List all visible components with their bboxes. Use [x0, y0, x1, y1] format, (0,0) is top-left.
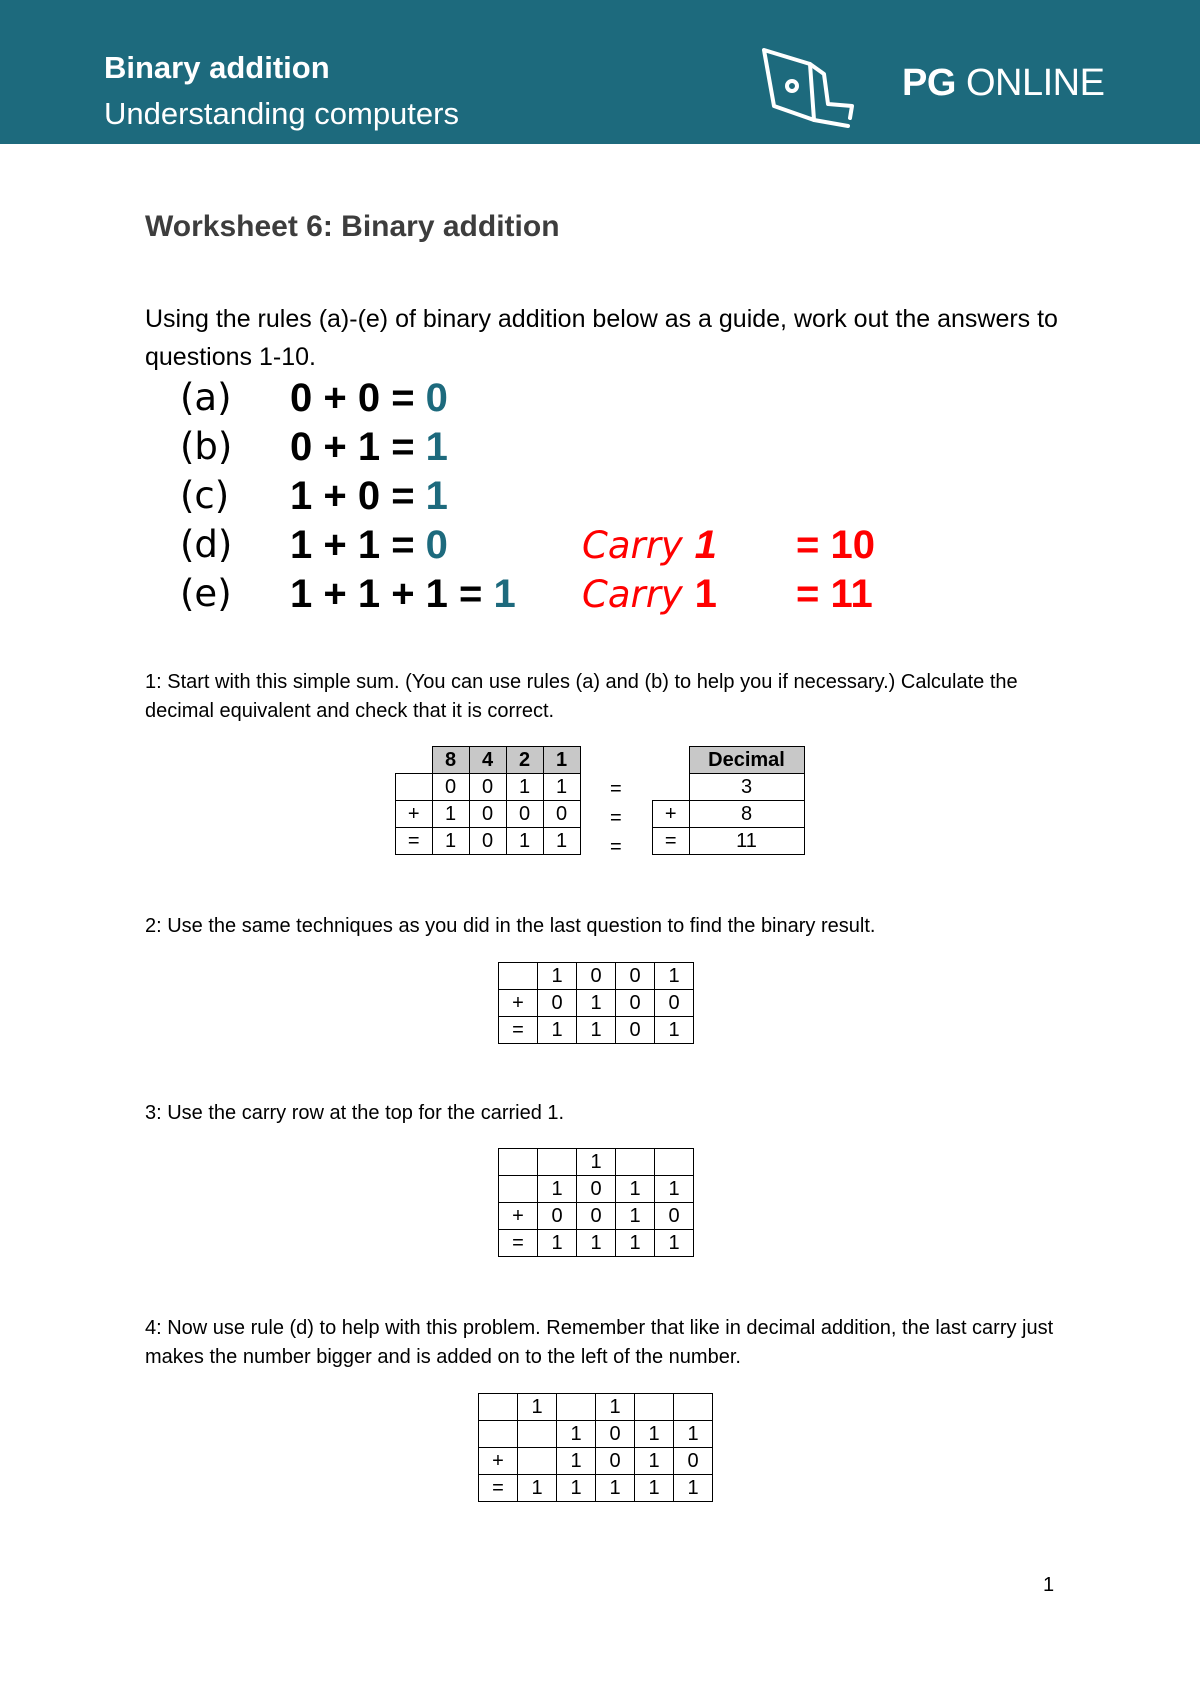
- table-row: [653, 774, 805, 801]
- table-cell: [499, 1176, 538, 1203]
- table-cell: 0: [469, 801, 506, 828]
- question-2: 2: Use the same techniques as you did in the last question to find the binary result.: [145, 915, 876, 937]
- table-cell: 1: [557, 1475, 596, 1502]
- table-cell: 0: [538, 990, 577, 1017]
- table-cell: 1: [674, 1475, 713, 1502]
- table-cell: =: [499, 1230, 538, 1257]
- table-cell: 1: [506, 828, 543, 855]
- table-cell: 1: [635, 1475, 674, 1502]
- table-cell: =: [479, 1475, 518, 1502]
- table-cell: 0: [577, 1176, 616, 1203]
- table-cell: [557, 1394, 596, 1421]
- table-cell: 1: [538, 1176, 577, 1203]
- worksheet-title: Worksheet 6: Binary addition: [145, 210, 560, 243]
- table-row: [396, 801, 581, 828]
- table-cell: [479, 1394, 518, 1421]
- table-cell: 1: [543, 747, 580, 774]
- table-cell: 1: [616, 1203, 655, 1230]
- table-cell: 1: [616, 1230, 655, 1257]
- question-3: 3: Use the carry row at the top for the carried 1.: [145, 1102, 565, 1124]
- table-cell: 1: [577, 1230, 616, 1257]
- table-cell: 1: [655, 1017, 694, 1044]
- table-cell: 1: [538, 963, 577, 990]
- table-row: [396, 774, 581, 801]
- table-cell: [479, 1421, 518, 1448]
- table-row: [499, 990, 694, 1017]
- table-cell: 1: [538, 1230, 577, 1257]
- table-cell: 0: [674, 1448, 713, 1475]
- table-cell: +: [499, 1203, 538, 1230]
- table-cell: 0: [538, 1203, 577, 1230]
- table-row: [499, 1203, 694, 1230]
- equals-sign: =: [610, 807, 622, 829]
- table-cell: 1: [655, 1176, 694, 1203]
- table-cell: 8: [432, 747, 469, 774]
- table-cell: [674, 1394, 713, 1421]
- intro-text: Using the rules (a)-(e) of binary addition below as a guide, work out the answers to questions 1-10.: [145, 305, 1058, 371]
- table-cell: [499, 1149, 538, 1176]
- table-cell: [653, 774, 690, 801]
- table-cell: Decimal: [689, 747, 804, 774]
- table-cell: 1: [596, 1394, 635, 1421]
- table-cell: 0: [506, 801, 543, 828]
- table-cell: 1: [655, 963, 694, 990]
- q1-decimal-table: [652, 746, 805, 855]
- table-row: [499, 1149, 694, 1176]
- table-cell: 1: [432, 801, 469, 828]
- table-row: [479, 1394, 713, 1421]
- table-cell: 0: [469, 774, 506, 801]
- table-cell: 1: [557, 1448, 596, 1475]
- table-cell: +: [479, 1448, 518, 1475]
- equals-sign: =: [610, 778, 622, 800]
- table-cell: =: [653, 828, 690, 855]
- table-cell: 1: [543, 828, 580, 855]
- table-row: [499, 1176, 694, 1203]
- table-cell: [396, 747, 433, 774]
- table-cell: =: [396, 828, 433, 855]
- table-cell: 1: [557, 1421, 596, 1448]
- table-cell: [518, 1448, 557, 1475]
- table-cell: [616, 1149, 655, 1176]
- table-row: [499, 963, 694, 990]
- table-row: [396, 828, 581, 855]
- table-cell: 8: [689, 801, 804, 828]
- table-cell: 1: [577, 1149, 616, 1176]
- table-cell: [655, 1149, 694, 1176]
- table-cell: 11: [689, 828, 804, 855]
- table-cell: 0: [577, 1203, 616, 1230]
- table-cell: [518, 1421, 557, 1448]
- table-cell: 0: [655, 1203, 694, 1230]
- table-cell: 1: [577, 990, 616, 1017]
- table-cell: +: [396, 801, 433, 828]
- table-cell: 1: [577, 1017, 616, 1044]
- table-cell: 0: [469, 828, 506, 855]
- table-cell: 1: [674, 1421, 713, 1448]
- logo-wordmark: PG ONLINE: [902, 62, 1105, 104]
- table-cell: 0: [432, 774, 469, 801]
- table-cell: +: [499, 990, 538, 1017]
- q2-table: [498, 962, 694, 1044]
- table-cell: 0: [596, 1421, 635, 1448]
- table-row: [653, 828, 805, 855]
- table-cell: +: [653, 801, 690, 828]
- table-cell: 1: [506, 774, 543, 801]
- page-number: 1: [1043, 1574, 1055, 1596]
- table-cell: 4: [469, 747, 506, 774]
- table-cell: 1: [538, 1017, 577, 1044]
- table-row: [479, 1475, 713, 1502]
- table-row: [479, 1448, 713, 1475]
- table-cell: 1: [596, 1475, 635, 1502]
- table-cell: 1: [635, 1421, 674, 1448]
- table-cell: 1: [635, 1448, 674, 1475]
- header-title: Binary addition: [104, 50, 330, 85]
- table-row: [499, 1017, 694, 1044]
- q1-binary-table: [395, 746, 581, 855]
- table-cell: 1: [616, 1176, 655, 1203]
- table-cell: 0: [596, 1448, 635, 1475]
- table-cell: 1: [655, 1230, 694, 1257]
- table-cell: 1: [543, 774, 580, 801]
- table-cell: 0: [543, 801, 580, 828]
- table-cell: 1: [432, 828, 469, 855]
- table-cell: [396, 774, 433, 801]
- table-row: [479, 1421, 713, 1448]
- table-cell: 0: [616, 990, 655, 1017]
- table-cell: 0: [616, 963, 655, 990]
- table-cell: [653, 747, 690, 774]
- table-row: [653, 801, 805, 828]
- table-cell: [538, 1149, 577, 1176]
- header-subtitle: Understanding computers: [104, 96, 459, 131]
- table-cell: 1: [518, 1475, 557, 1502]
- q4-table: [478, 1393, 713, 1502]
- table-cell: =: [499, 1017, 538, 1044]
- question-4: 4: Now use rule (d) to help with this problem. Remember that like in decimal addition, the last carry just makes the number bigger and is added on to the left of the number.: [145, 1317, 1054, 1368]
- q3-table: [498, 1148, 694, 1257]
- table-row: [499, 1230, 694, 1257]
- question-1: 1: Start with this simple sum. (You can use rules (a) and (b) to help you if necessary.) Calculate the decimal equivalent and check that it is correct.: [145, 671, 1018, 722]
- table-cell: 0: [577, 963, 616, 990]
- table-cell: [635, 1394, 674, 1421]
- table-cell: 0: [655, 990, 694, 1017]
- table-cell: 1: [518, 1394, 557, 1421]
- table-cell: [499, 963, 538, 990]
- equals-sign: =: [610, 836, 622, 858]
- table-cell: 3: [689, 774, 804, 801]
- table-cell: 2: [506, 747, 543, 774]
- table-cell: 0: [616, 1017, 655, 1044]
